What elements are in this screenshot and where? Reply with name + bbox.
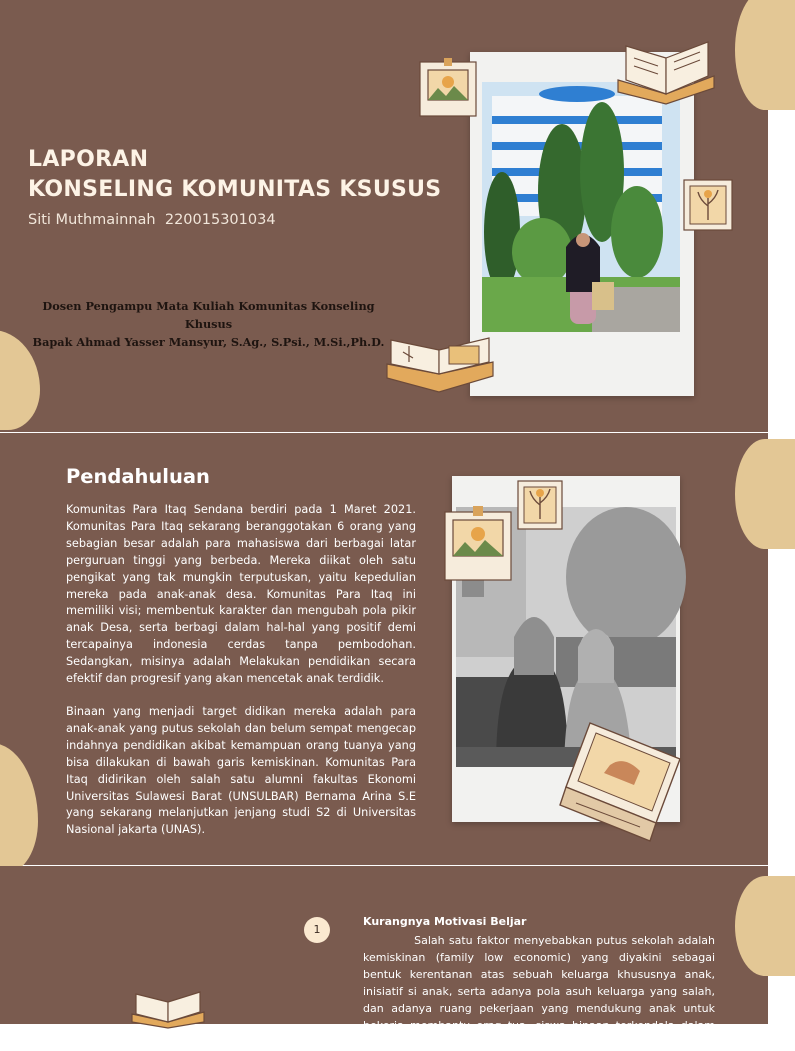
gallery-sticker bbox=[443, 506, 513, 582]
open-book-sticker bbox=[383, 332, 497, 398]
decor-blob bbox=[735, 0, 795, 110]
problems-slide bbox=[0, 866, 768, 1049]
plant-sticker bbox=[514, 477, 566, 533]
cover-title-line2: KONSELING KOMUNITAS KSUSUS bbox=[28, 177, 442, 202]
open-book-sticker bbox=[612, 36, 720, 106]
lecturer-line2: Bapak Ahmad Yasser Mansyur, S.Ag., S.Psi., M.Si.,Ph.D. bbox=[32, 335, 385, 349]
cover-title bbox=[28, 145, 441, 205]
decor-blob bbox=[735, 439, 795, 549]
author-line: Siti Muthmainnah 220015301034 bbox=[28, 212, 276, 228]
campus-photo bbox=[482, 82, 680, 332]
decor-blob bbox=[735, 876, 795, 976]
gallery-sticker bbox=[418, 58, 478, 118]
intro-paragraph-1: Komunitas Para Itaq Sendana berdiri pada 1 Maret 2021. Komunitas Para Itaq sekarang beranggotakan 6 orang yang sebagian besar adalah para mahasiswa dari berbagai latar perguruan tinggi yang berbeda. Mereka diikat oleh satu pengikat yang tak mungkin terputuskan, yaitu kepedulian mereka pada anak-anak desa. Komunitas Para Itaq ini memiliki visi; membentuk karakter dan mengubah pola pikir anak Desa, serta berbagi dalam hal-hal yang positif demi tercapainya indonesia cerdas tanpa pembodohan. Sedangkan, misinya adalah Melakukan pendidikan secara efektif dan progresif yang akan mencetak anak terdidik. bbox=[66, 503, 416, 686]
section-heading: Pendahuluan bbox=[66, 465, 210, 488]
lecturer-info bbox=[26, 297, 391, 351]
laptop-sticker bbox=[560, 719, 684, 845]
plant-sticker bbox=[680, 176, 736, 234]
point-body: Salah satu faktor menyebabkan putus sekolah adalah kemiskinan (family low economic) yang diyakini sebagai bentuk kerentanan atas sebuah keluarga khususnya anak, inisiatif si anak, serta adanya pola asuh keluarga yang salah, dan adanya ruang pekerjaan yang mendukung anak untuk bekerja membantu orng tua, siswa binaan terkendala dalam belajar karena harus bbox=[363, 934, 719, 1049]
cover-slide bbox=[0, 0, 768, 432]
open-book-sticker bbox=[128, 988, 208, 1028]
intro-paragraph-2: Binaan yang menjadi target didikan mereka adalah para anak-anak yang putus sekolah dan belum sempat mengecap indahnya pendidikan akibat kemampuan orang tuanya yang bisa dilakukan di bawah garis kemiskinan. Komunitas Para Itaq didirikan oleh salah satu alumni fakultas Ekonomi Universitas Sulawesi Barat (UNSULBAR) Bernama Arina S.E yang sekarang melanjutkan jenjang studi S2 di Universitas Nasional jakarta (UNAS). bbox=[66, 705, 416, 837]
cover-title-line1: LAPORAN bbox=[28, 147, 149, 172]
point-number-badge: 1 bbox=[304, 917, 330, 943]
introduction-slide bbox=[0, 433, 768, 865]
decor-blob bbox=[0, 743, 38, 873]
point-title: Kurangnya Motivasi Beljar bbox=[363, 915, 527, 928]
lecturer-line1: Dosen Pengampu Mata Kuliah Komunitas Konseling Khusus bbox=[42, 299, 375, 331]
